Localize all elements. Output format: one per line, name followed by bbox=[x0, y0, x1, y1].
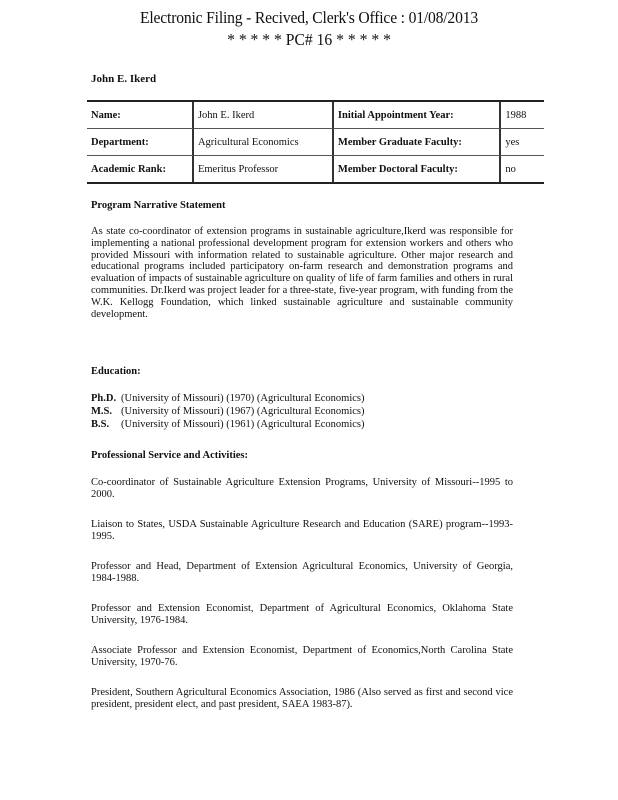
degree-detail: (University of Missouri) (1970) (Agricultural Economics) bbox=[121, 393, 365, 404]
degree: M.S. bbox=[91, 406, 112, 417]
name-label: Name: bbox=[87, 102, 194, 129]
education-list bbox=[91, 392, 365, 431]
activity-item: Associate Professor and Extension Economist, Department of Economics,North Carolina State University, 1970-76. bbox=[91, 645, 513, 668]
activities-heading: Professional Service and Activities: bbox=[91, 450, 248, 461]
doctoral-faculty-label: Member Doctoral Faculty: bbox=[334, 156, 501, 182]
degree: Ph.D. bbox=[91, 393, 117, 404]
narrative-heading: Program Narrative Statement bbox=[91, 200, 226, 211]
table-row bbox=[87, 129, 544, 156]
person-name-heading: John E. Ikerd bbox=[91, 73, 157, 85]
academic-rank-label: Academic Rank: bbox=[87, 156, 194, 182]
graduate-faculty-label: Member Graduate Faculty: bbox=[334, 129, 501, 156]
doctoral-faculty-value: no bbox=[505, 163, 516, 175]
pc-number-line: * * * * * PC# 16 * * * * * bbox=[227, 30, 391, 49]
education-heading: Education: bbox=[91, 366, 141, 377]
faculty-info-table bbox=[87, 100, 544, 184]
department-value: Agricultural Economics bbox=[194, 129, 334, 156]
activity-item: Liaison to States, USDA Sustainable Agriculture Research and Education (SARE) program--1993-1995. bbox=[91, 519, 513, 542]
academic-rank-value: Emeritus Professor bbox=[194, 156, 334, 182]
degree: B.S. bbox=[91, 419, 110, 430]
activity-item: Professor and Head, Department of Extension Agricultural Economics, University of Georgia, 1984-1988. bbox=[91, 561, 513, 584]
activity-item: President, Southern Agricultural Economics Association, 1986 (Also served as first and second vice president, president elect, and past president, SAEA 1983-87). bbox=[91, 687, 513, 710]
activity-item: Professor and Extension Economist, Department of Agricultural Economics, Oklahoma State University, 1976-1984. bbox=[91, 603, 513, 626]
department-label: Department: bbox=[87, 129, 194, 156]
appointment-year-value: 1988 bbox=[501, 102, 544, 129]
activity-item: Co-coordinator of Sustainable Agriculture Extension Programs, University of Missouri--1995 to 2000. bbox=[91, 477, 513, 500]
filing-header: Electronic Filing - Recived, Clerk's Office : 01/08/2013 bbox=[140, 8, 478, 27]
degree-detail: (University of Missouri) (1961) (Agricultural Economics) bbox=[121, 419, 365, 430]
narrative-text: As state co-coordinator of extension programs in sustainable agriculture,Ikerd was responsible for implementing a national professional development program for extension workers and others who provided Missouri with information related to sustainable agriculture. Other major research and educational programs included participatory on-farm research and demonstration programs and evaluation of impacts of sustainable agriculture on quality of life of farm families and others in rural communities. Dr.Ikerd was project leader for a three-state, five-year program, with funding from the W.K. Kellogg Foundation, which linked sustainable agriculture and sustainable community development. bbox=[91, 226, 513, 320]
appointment-year-label: Initial Appointment Year: bbox=[334, 102, 501, 129]
table-row bbox=[87, 156, 544, 182]
list-item bbox=[91, 405, 365, 418]
list-item bbox=[91, 392, 365, 405]
table-row bbox=[87, 102, 544, 129]
degree-detail: (University of Missouri) (1967) (Agricultural Economics) bbox=[121, 406, 365, 417]
list-item bbox=[91, 418, 365, 431]
graduate-faculty-value: yes bbox=[501, 129, 544, 156]
name-value: John E. Ikerd bbox=[194, 102, 334, 129]
